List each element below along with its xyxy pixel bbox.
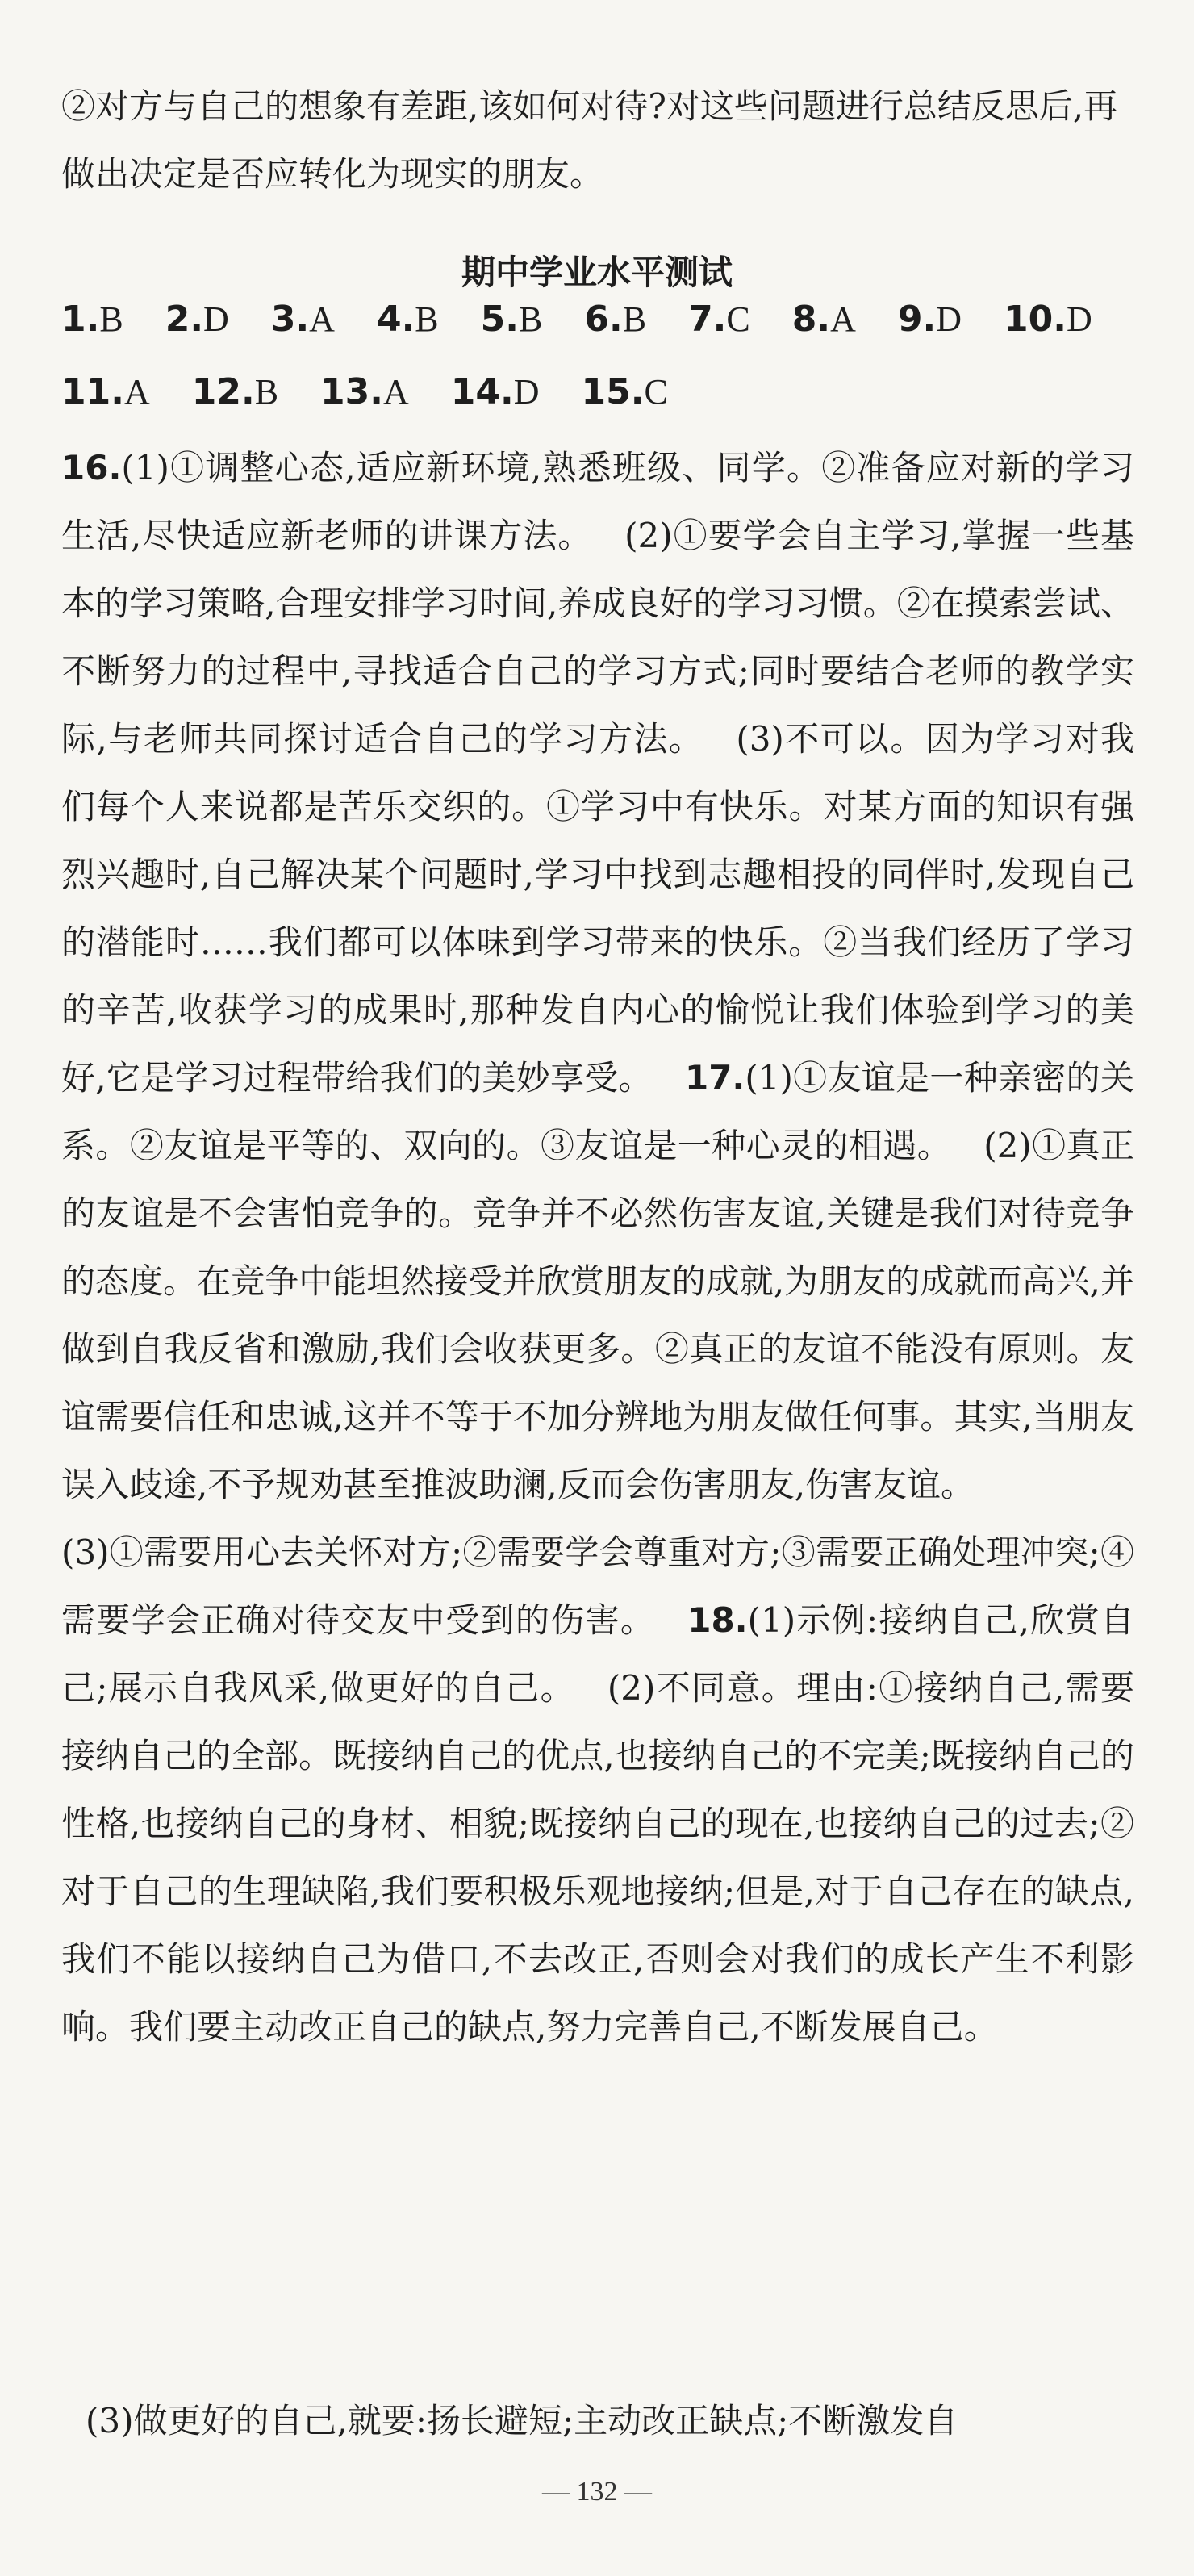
q16-part3: (3)不可以。因为学习对我们每个人来说都是苦乐交织的。①学习中有快乐。对某方面的知识有强烈兴趣时,自己解决某个问题时,学习中找到志趣相投的同伴时,发现自己的潜能时……我们都可以体味到学习带来的快乐。②当我们经历了学习的辛苦,收获学习的成果时,那种发自内心的愉悦让我们体验到学习的美好,它是学习过程带给我们的美妙享受。 bbox=[61, 719, 1134, 1098]
q16-part1: (1)①调整心态,适应新环境,熟悉班级、同学。②准备应对新的学习生活,尽快适应新老师的讲课方法。 bbox=[61, 448, 1134, 555]
q17-part2: (2)①真正的友谊是不会害怕竞争的。竞争并不必然伤害友谊,关键是我们对待竞争的态度。在竞争中能坦然接受并欣赏朋友的成就,为朋友的成就而高兴,并做到自我反省和激励,我们会收获更多。②真正的友谊不能没有原则。友谊需要信任和忠诚,这并不等于不加分辨地为朋友做任何事。其实,当朋友误入歧途,不予规劝甚至推波助澜,反而会伤害朋友,伤害友谊。 bbox=[61, 1126, 1134, 1504]
mc-answer: 8.A bbox=[791, 299, 856, 340]
mc-answer: 10.D bbox=[1004, 299, 1092, 340]
question-number: 16. bbox=[61, 448, 122, 487]
q18-part2: (2)不同意。理由:①接纳自己,需要接纳自己的全部。既接纳自己的优点,也接纳自己的不完美;既接纳自己的性格,也接纳自己的身材、相貌;既接纳自己的现在,也接纳自己的过去;②对于自己的生理缺陷,我们要积极乐观地接纳;但是,对于自己存在的缺点,我们不能以接纳自己为借口,不去改正,否则会对我们的成长产生不利影响。我们要主动改正自己的缺点,努力完善自己,不断发展自己。 bbox=[61, 1668, 1134, 2047]
q16-part2: (2)①要学会自主学习,掌握一些基本的学习策略,合理安排学习时间,养成良好的学习习惯。②在摸索尝试、不断努力的过程中,寻找适合自己的学习方式;同时要结合老师的教学实际,与老师共同探讨适合自己的学习方法。 bbox=[61, 516, 1134, 759]
mc-answer: 11.A bbox=[61, 371, 150, 412]
mc-answer: 14.D bbox=[450, 371, 540, 412]
page-number: — 132 — bbox=[542, 2477, 652, 2507]
mc-answer: 9.D bbox=[897, 299, 962, 340]
multiple-choice-row bbox=[61, 294, 1142, 345]
section-title: 期中学业水平测试 bbox=[461, 253, 733, 292]
open-answers bbox=[61, 434, 1134, 2061]
mc-answer: 13.A bbox=[320, 371, 409, 412]
q17-part1: (1)①友谊是一种亲密的关系。②友谊是平等的、双向的。③友谊是一种心灵的相遇。 bbox=[61, 1058, 1134, 1165]
mc-answer: 5.B bbox=[480, 299, 543, 340]
mc-answer: 7.C bbox=[688, 299, 750, 340]
q17-part3: (3)①需要用心去关怀对方;②需要学会尊重对方;③需要正确处理冲突;④需要学会正确对待交友中受到的伤害。 bbox=[61, 1533, 1134, 1640]
mc-answer: 15.C bbox=[581, 371, 668, 412]
question-number: 17. bbox=[684, 1058, 745, 1098]
multiple-choice-row bbox=[61, 366, 1142, 418]
q18-part1: (1)示例:接纳自己,欣赏自己;展示自我风采,做更好的自己。 bbox=[61, 1600, 1134, 1708]
mc-answer: 1.B bbox=[61, 299, 123, 340]
q18-part3: (3)做更好的自己,就要:扬长避短;主动改正缺点;不断激发自 bbox=[86, 2401, 958, 2440]
question-number: 18. bbox=[687, 1600, 748, 1640]
mc-answer: 4.B bbox=[376, 299, 439, 340]
mc-answer: 2.D bbox=[165, 299, 229, 340]
continued-paragraph: ②对方与自己的想象有差距,该如何对待?对这些问题进行总结反思后,再做出决定是否应转化为现实的朋友。 bbox=[61, 86, 1118, 194]
mc-answer: 6.B bbox=[584, 299, 647, 340]
mc-answer: 3.A bbox=[270, 299, 335, 340]
mc-answer: 12.B bbox=[191, 371, 279, 412]
